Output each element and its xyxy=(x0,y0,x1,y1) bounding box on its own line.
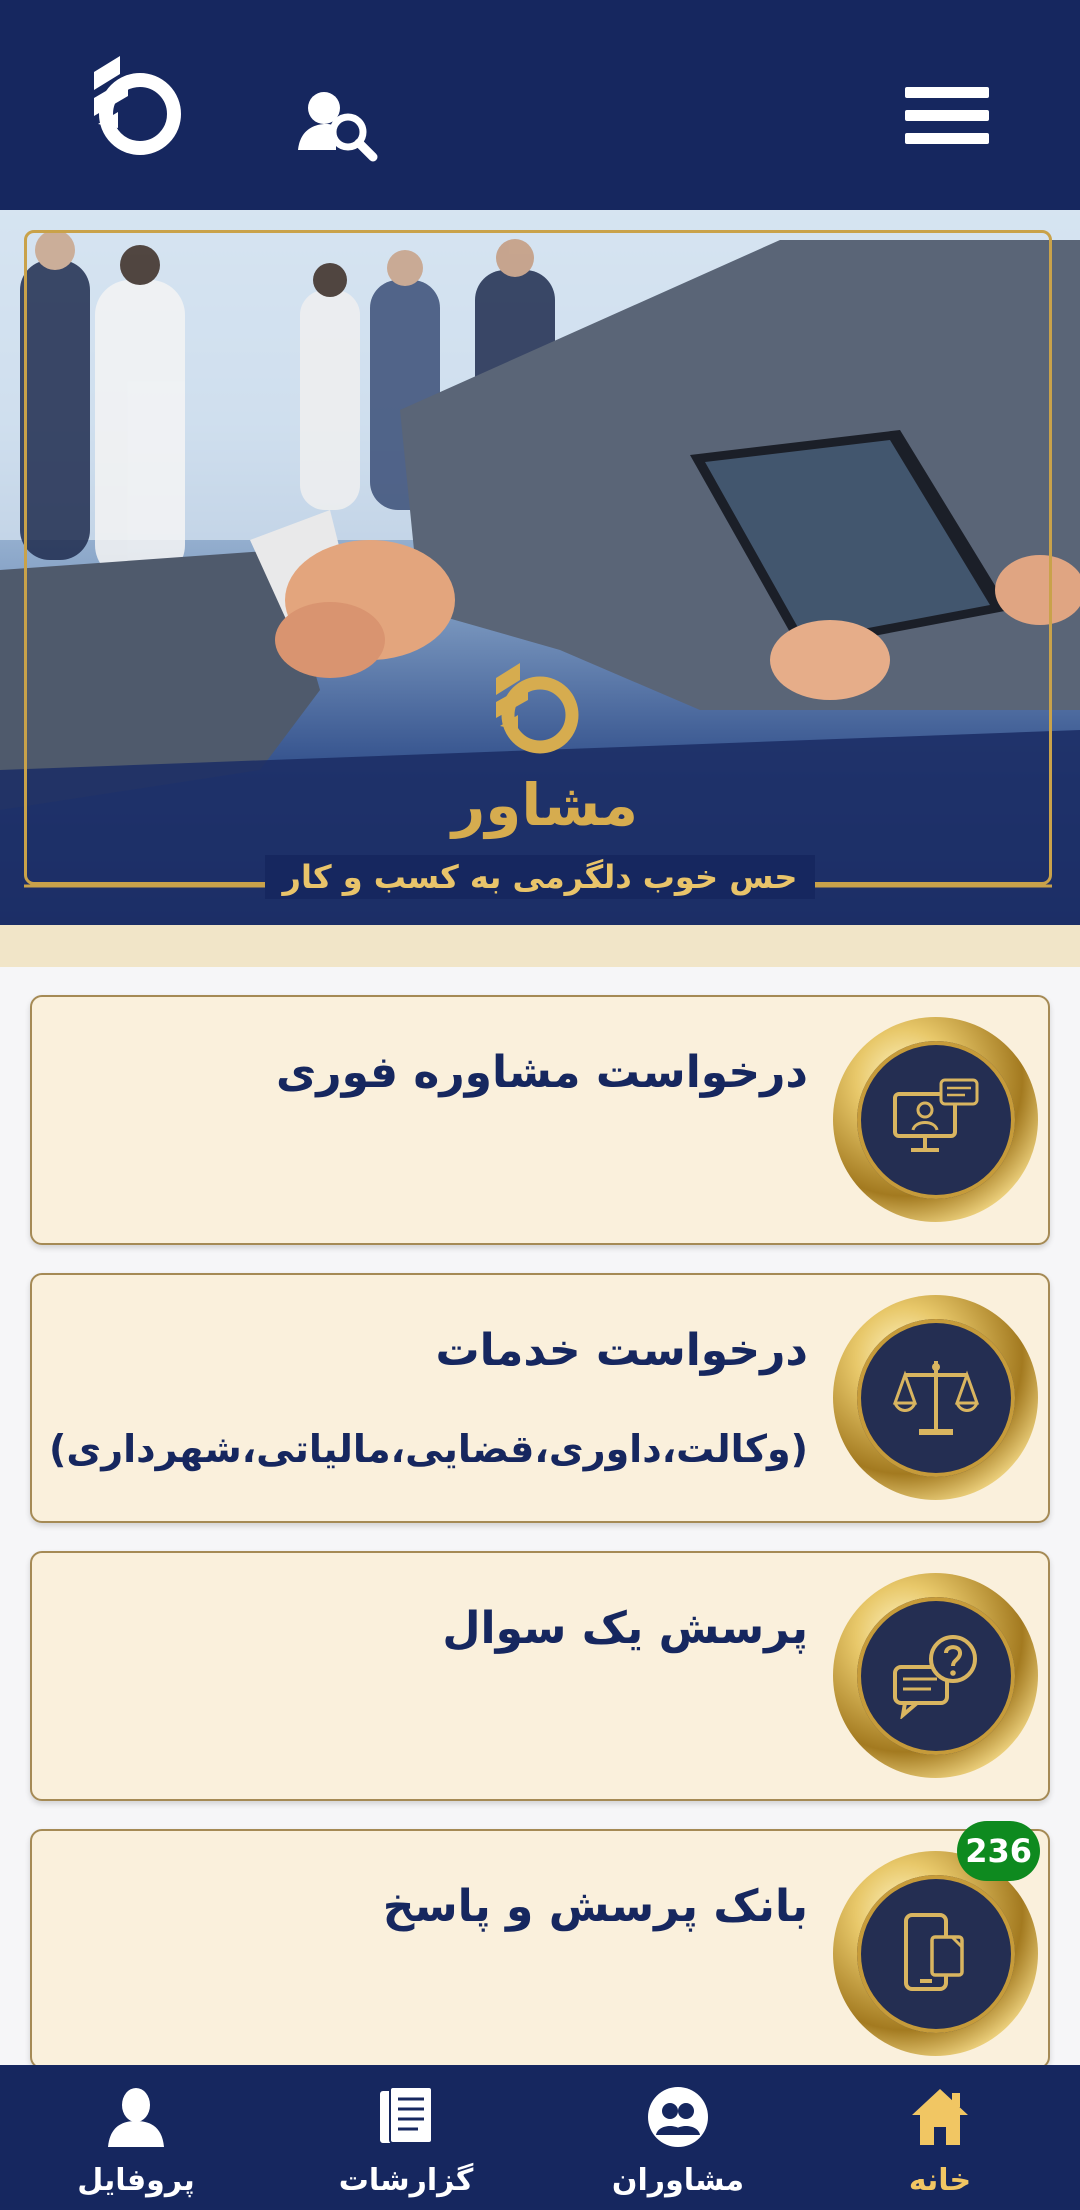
mobile-documents-icon xyxy=(896,1909,976,1999)
card-medal xyxy=(833,1851,1038,2056)
nav-reports[interactable] xyxy=(306,2065,506,2210)
card-subtitle: (وکالت،داوری،قضایی،مالیاتی،شهرداری) xyxy=(49,1427,808,1471)
card-title: درخواست خدمات xyxy=(435,1325,808,1376)
nav-profile[interactable] xyxy=(36,2065,236,2210)
card-service-request[interactable] xyxy=(30,1273,1050,1523)
home-icon xyxy=(908,2085,972,2149)
question-chat-icon xyxy=(891,1633,981,1719)
nav-consultants[interactable] xyxy=(578,2065,778,2210)
hamburger-menu-icon[interactable] xyxy=(905,85,989,147)
card-title: درخواست مشاوره فوری xyxy=(275,1047,808,1098)
banner-brand-name: مشاور xyxy=(451,771,639,839)
consultants-icon xyxy=(646,2085,710,2149)
promo-banner xyxy=(0,210,1080,925)
card-title: پرسش یک سوال xyxy=(442,1603,808,1654)
moshaver-logo-icon[interactable] xyxy=(88,52,182,162)
bottom-navigation xyxy=(0,2065,1080,2210)
card-instant-consultation[interactable] xyxy=(30,995,1050,1245)
banner-tagline: حس خوب دلگرمی به کسب و کار xyxy=(265,855,816,899)
nav-profile-label: پروفایل xyxy=(77,2163,195,2198)
app-header xyxy=(0,0,1080,210)
nav-home-label: خانه xyxy=(908,2163,972,2198)
card-ask-question[interactable] xyxy=(30,1551,1050,1801)
profile-icon xyxy=(104,2085,168,2149)
nav-reports-label: گزارشات xyxy=(338,2163,474,2198)
divider-strip xyxy=(0,925,1080,967)
scales-of-justice-icon xyxy=(891,1353,981,1443)
card-medal xyxy=(833,1295,1038,1500)
card-qa-bank[interactable] xyxy=(30,1829,1050,2069)
nav-consultants-label: مشاوران xyxy=(611,2163,745,2198)
card-title: بانک پرسش و پاسخ xyxy=(382,1881,808,1932)
video-consultation-icon xyxy=(891,1078,981,1162)
nav-home[interactable] xyxy=(840,2065,1040,2210)
user-search-icon[interactable] xyxy=(298,88,378,164)
reports-icon xyxy=(374,2085,438,2149)
card-medal xyxy=(833,1017,1038,1222)
card-medal xyxy=(833,1573,1038,1778)
question-count-badge: 236 xyxy=(957,1821,1040,1881)
